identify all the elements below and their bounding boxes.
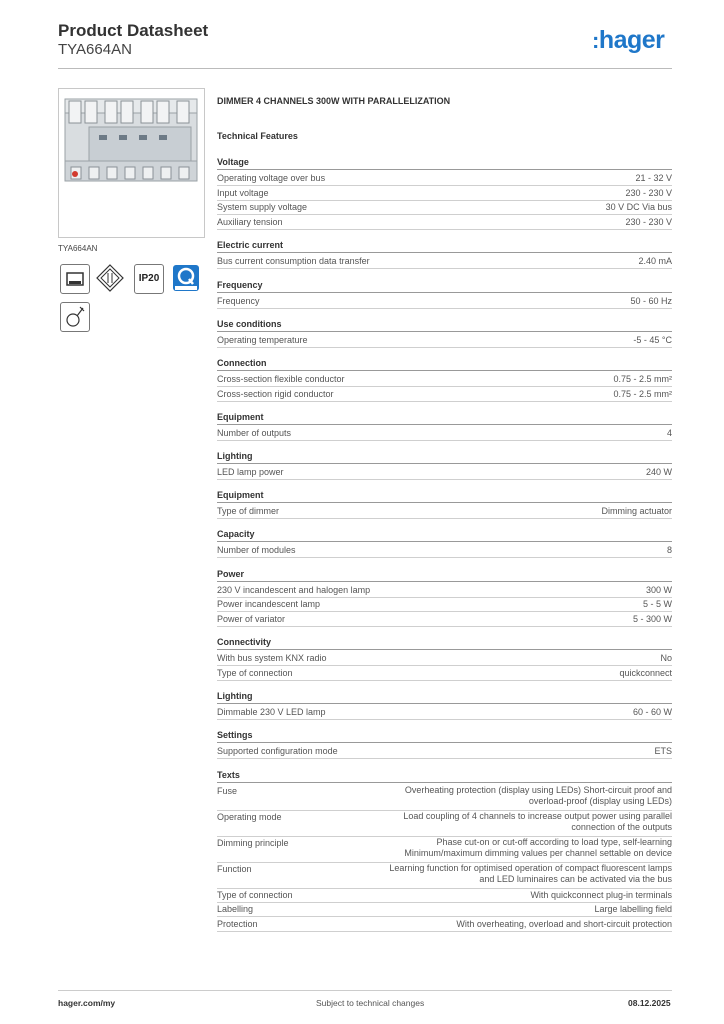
spec-label: Cross-section flexible conductor: [217, 373, 345, 384]
group-title: Connectivity: [217, 636, 672, 650]
spec-label: Power incandescent lamp: [217, 599, 321, 610]
document-title: Product Datasheet: [58, 21, 209, 40]
spec-label: Dimming principle: [217, 837, 289, 848]
spec-value: 240 W: [645, 467, 672, 477]
spec-value: No: [660, 653, 672, 664]
hager-logo: :hager: [592, 26, 665, 54]
spec-value: -5 - 45 °C: [633, 334, 672, 345]
spec-value: 300 W: [645, 584, 672, 595]
spec-row: [217, 543, 672, 558]
document-header: [58, 20, 208, 59]
spec-label: Operating voltage over bus: [217, 173, 326, 183]
group-title: Voltage: [217, 156, 672, 170]
spec-value: Learning function for optimised operation of compact fluorescent lamps and LED luminaires can be activated via the bus: [389, 862, 672, 884]
spec-label: LED lamp power: [217, 467, 284, 477]
spec-value: Large labelling field: [594, 904, 672, 915]
spec-row: [217, 387, 672, 402]
spec-value: 21 - 32 V: [635, 173, 672, 183]
group-title: Lighting: [217, 450, 672, 464]
product-image-caption: TYA664AN: [58, 244, 98, 253]
spec-value: 50 - 60 Hz: [630, 295, 672, 306]
product-reference: TYA664AN: [58, 41, 132, 58]
spec-row: [217, 426, 672, 441]
spec-label: Bus current consumption data transfer: [217, 256, 370, 267]
group-title: Power: [217, 568, 672, 582]
spec-row: [217, 744, 672, 759]
product-heading: DIMMER 4 CHANNELS 300W WITH PARALLELIZATION: [217, 96, 451, 106]
group-title: Frequency: [217, 279, 672, 293]
spec-value: With quickconnect plug-in terminals: [530, 889, 672, 900]
spec-value: ETS: [654, 746, 672, 757]
spec-value: With overheating, overload and short-circuit protection: [456, 918, 672, 929]
footer-divider: [58, 990, 672, 991]
group-title: Use conditions: [217, 318, 672, 332]
group-title: Equipment: [217, 411, 672, 425]
load-symbol-icon: [60, 302, 90, 332]
group-title: Settings: [217, 729, 672, 743]
spec-value: 0.75 - 2.5 mm²: [613, 373, 672, 384]
spec-row: [217, 200, 672, 215]
spec-value: 60 - 60 W: [632, 707, 672, 718]
spec-row: [217, 666, 672, 681]
group-title: Equipment: [217, 489, 672, 503]
spec-value: Load coupling of 4 channels to increase output power using parallel connection of the outputs: [403, 810, 672, 832]
spec-row: [217, 186, 672, 201]
ip20-icon: IP20: [134, 264, 164, 294]
spec-label: Auxiliary tension: [217, 217, 283, 228]
spec-row: [217, 372, 672, 387]
spec-row: [217, 465, 672, 480]
spec-row: [217, 333, 672, 348]
spec-value: 30 V DC Via bus: [605, 202, 672, 213]
group-title: Connection: [217, 357, 672, 371]
spec-label: System supply voltage: [217, 202, 308, 213]
spec-value: 2.40 mA: [638, 256, 672, 267]
spec-row: [217, 862, 672, 889]
spec-value: Overheating protection (display using LEDs) Short-circuit proof and overload-proof (display using LEDs): [404, 784, 672, 806]
spec-row: [217, 254, 672, 269]
spec-label: Power of variator: [217, 614, 286, 624]
product-image: [58, 88, 205, 238]
group-title: Lighting: [217, 690, 672, 704]
logo-text: hager: [598, 26, 665, 54]
spec-row: [217, 888, 672, 903]
spec-label: Labelling: [217, 904, 254, 915]
footer-website: hager.com/my: [58, 998, 116, 1008]
spec-label: Supported configuration mode: [217, 746, 338, 757]
spec-label: Protection: [217, 918, 258, 929]
group-title: Electric current: [217, 239, 672, 253]
spec-value: quickconnect: [619, 667, 672, 678]
spec-value: 5 - 300 W: [632, 614, 672, 624]
cable-icon: [60, 264, 90, 294]
spec-value: 230 - 230 V: [625, 187, 672, 198]
spec-row: [217, 504, 672, 519]
spec-row: [217, 705, 672, 720]
spec-label: With bus system KNX radio: [217, 653, 327, 664]
spec-label: Operating temperature: [217, 334, 308, 345]
spec-row: [217, 810, 672, 837]
spec-row: [217, 784, 672, 811]
spec-value: 8: [666, 545, 672, 556]
spec-value: 4: [666, 427, 672, 438]
spec-label: Type of connection: [217, 667, 293, 678]
group-title: Capacity: [217, 528, 672, 542]
spec-label: Operating mode: [217, 811, 282, 822]
section-title: Technical Features: [217, 131, 298, 141]
header-divider: [58, 68, 672, 69]
spec-value: 230 - 230 V: [625, 217, 672, 228]
spec-row: [217, 583, 672, 598]
spec-row: [217, 651, 672, 666]
spec-label: Fuse: [217, 785, 238, 796]
group-title: Texts: [217, 769, 672, 783]
spec-value: 0.75 - 2.5 mm²: [613, 388, 672, 399]
spec-row: [217, 215, 672, 230]
spec-value: Phase cut-on or cut-off according to load type, self-learning Minimum/maximum dimming values per channel settable on device: [404, 836, 672, 858]
spec-row: [217, 836, 672, 863]
footer-date: 08.12.2025: [628, 998, 671, 1008]
spec-value: Dimming actuator: [601, 506, 672, 517]
quickconnect-icon: [172, 264, 200, 292]
spec-row: [217, 612, 672, 627]
spec-label: Type of dimmer: [217, 506, 280, 517]
spec-row: [217, 597, 672, 612]
spec-value: 5 - 5 W: [642, 599, 672, 610]
double-insulation-icon: [96, 264, 124, 292]
spec-label: Cross-section rigid conductor: [217, 388, 334, 399]
spec-label: Number of outputs: [217, 427, 292, 438]
footer-notice: Subject to technical changes: [316, 998, 425, 1008]
spec-row: [217, 171, 672, 186]
spec-row: [217, 917, 672, 932]
spec-row: [217, 294, 672, 309]
spec-label: Type of connection: [217, 889, 293, 900]
spec-label: Frequency: [217, 295, 260, 306]
spec-label: Dimmable 230 V LED lamp: [217, 707, 326, 718]
spec-label: 230 V incandescent and halogen lamp: [217, 584, 371, 595]
spec-label: Number of modules: [217, 545, 296, 556]
spec-label: Function: [217, 863, 252, 874]
spec-label: Input voltage: [217, 187, 269, 198]
spec-row: [217, 902, 672, 917]
